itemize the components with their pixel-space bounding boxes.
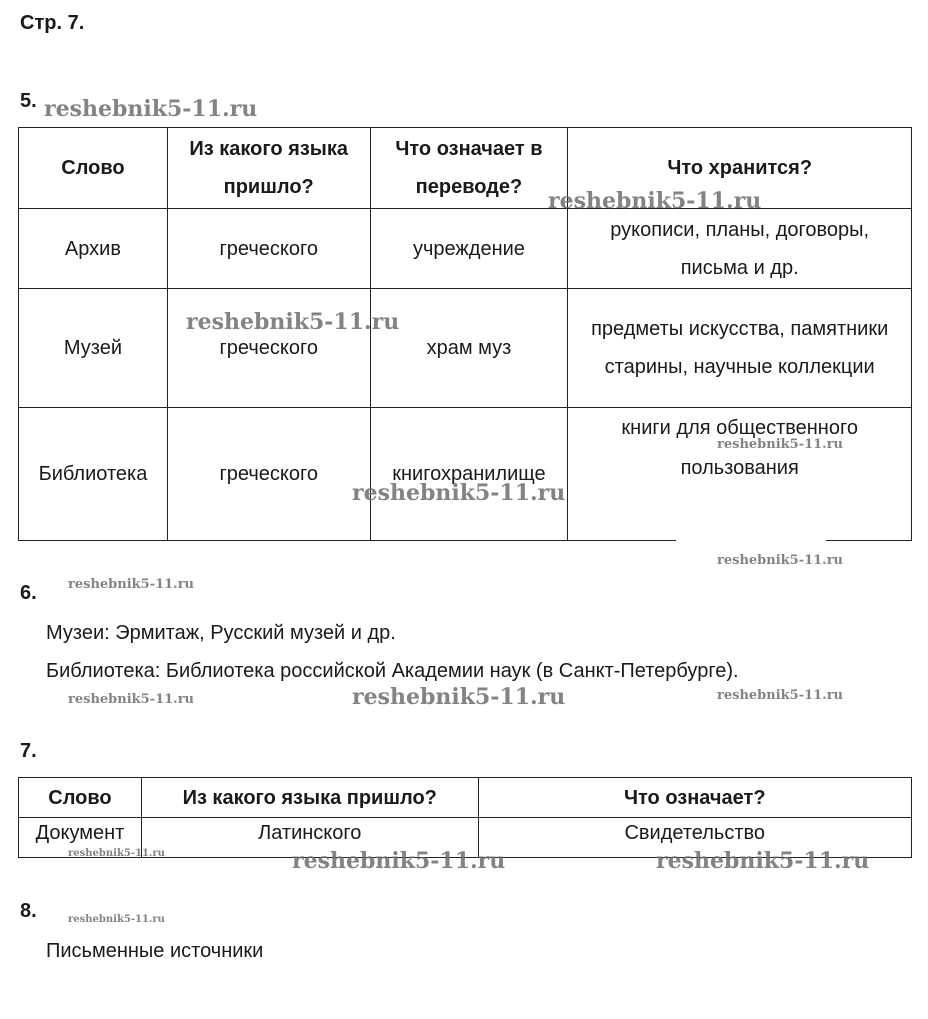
watermark: reshebnik5-11.ru	[292, 848, 506, 874]
watermark: reshebnik5-11.ru	[656, 848, 870, 874]
table-row	[19, 209, 912, 289]
cell-word: Документ	[19, 818, 142, 858]
cell-language: греческого	[167, 289, 370, 408]
task-7-number: 7.	[20, 740, 37, 762]
cell-word: Библиотека	[19, 408, 168, 541]
header-meaning: Что означает в переводе?	[370, 128, 568, 209]
watermark: reshebnik5-11.ru	[186, 309, 400, 335]
task-8-number: 8.	[20, 900, 37, 922]
cell-stored: книги для общественного пользования	[568, 408, 912, 541]
table-row	[19, 818, 912, 858]
task-8-answer: Письменные источники	[46, 940, 264, 962]
header-word: Слово	[19, 128, 168, 209]
task-6-line-library: Библиотека: Библиотека российской Академии наук (в Санкт-Петербурге).	[46, 660, 739, 682]
cell-word: Музей	[19, 289, 168, 408]
cell-stored: рукописи, планы, договоры, письма и др.	[568, 209, 912, 289]
table-row	[19, 289, 912, 408]
watermark: reshebnik5-11.ru	[352, 684, 566, 710]
watermark: reshebnik5-11.ru	[68, 914, 165, 925]
cell-word: Архив	[19, 209, 168, 289]
cell-language: греческого	[167, 209, 370, 289]
task-5-table	[18, 127, 912, 541]
cell-meaning: книгохранилище	[370, 408, 568, 541]
watermark: reshebnik5-11.ru	[44, 96, 258, 122]
task-5-number: 5.	[20, 90, 37, 112]
cell-stored: предметы искусства, памятники старины, научные коллекции	[568, 289, 912, 408]
page-label: Стр. 7.	[20, 12, 85, 34]
watermark: reshebnik5-11.ru	[717, 437, 844, 452]
watermark: reshebnik5-11.ru	[68, 848, 165, 859]
watermark: reshebnik5-11.ru	[717, 553, 844, 568]
cell-meaning: Свидетельство	[478, 818, 911, 858]
header-language: Из какого языка пришло?	[141, 778, 478, 818]
task-6-line-museums: Музеи: Эрмитаж, Русский музей и др.	[46, 622, 396, 644]
table-row	[19, 408, 912, 541]
watermark: reshebnik5-11.ru	[68, 692, 195, 707]
task-5-header-row	[19, 128, 912, 209]
cell-meaning: учреждение	[370, 209, 568, 289]
cell-language: Латинского	[141, 818, 478, 858]
header-stored: Что хранится?	[568, 128, 912, 209]
border-gap	[676, 537, 826, 542]
cell-language: греческого	[167, 408, 370, 541]
cell-meaning: храм муз	[370, 289, 568, 408]
watermark: reshebnik5-11.ru	[352, 480, 566, 506]
task-7-header-row	[19, 778, 912, 818]
header-word: Слово	[19, 778, 142, 818]
header-language: Из какого языка пришло?	[167, 128, 370, 209]
watermark: reshebnik5-11.ru	[68, 577, 195, 592]
task-6-number: 6.	[20, 582, 37, 604]
watermark: reshebnik5-11.ru	[548, 188, 762, 214]
watermark: reshebnik5-11.ru	[717, 688, 844, 703]
header-meaning: Что означает?	[478, 778, 911, 818]
task-7-table	[18, 777, 912, 858]
